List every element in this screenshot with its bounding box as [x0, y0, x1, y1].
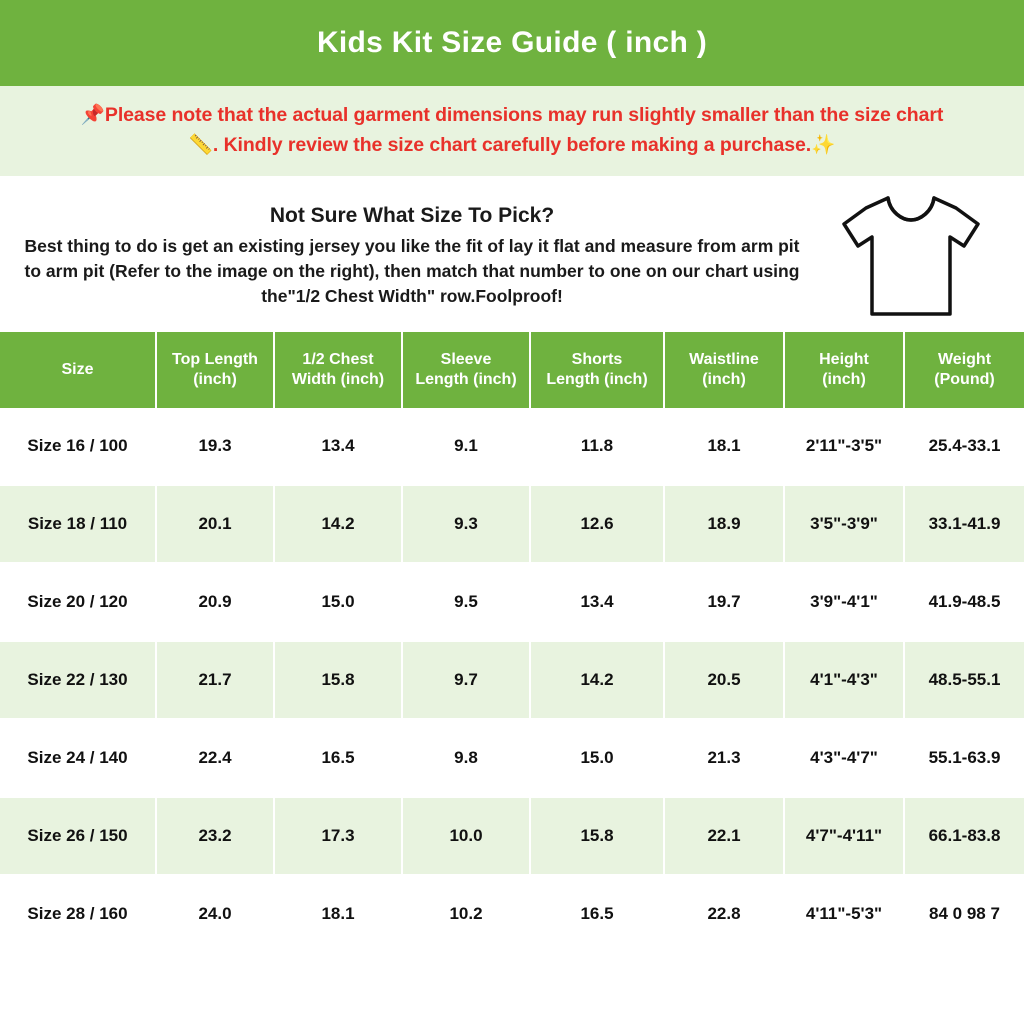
table-cell: 22.1: [664, 797, 784, 875]
note-line-2: 📏. Kindly review the size chart carefully before making a purchase.✨: [188, 134, 836, 156]
table-cell: 11.8: [530, 408, 664, 485]
table-cell: 14.2: [530, 641, 664, 719]
column-header-line1: Sleeve: [440, 351, 492, 368]
table-cell: 25.4-33.1: [904, 408, 1024, 485]
help-title: Not Sure What Size To Pick?: [269, 203, 555, 227]
column-header-line1: Shorts: [571, 351, 623, 368]
help-text: [18, 204, 816, 309]
column-header-line2: (inch): [822, 371, 866, 388]
table-cell: 18.1: [664, 408, 784, 485]
column-header-line1: 1/2 Chest: [302, 351, 374, 368]
table-row: [0, 875, 1024, 953]
table-cell: 20.1: [156, 485, 274, 563]
table-cell: 10.2: [402, 875, 530, 953]
table-cell: 15.0: [530, 719, 664, 797]
table-cell: 16.5: [530, 875, 664, 953]
column-header-line2: (inch): [193, 371, 237, 388]
table-cell-size: Size 22 / 130: [0, 641, 156, 719]
table-cell: 48.5-55.1: [904, 641, 1024, 719]
table-cell: 21.7: [156, 641, 274, 719]
table-cell: 4'7"-4'11": [784, 797, 904, 875]
column-header-height: [784, 332, 904, 408]
table-cell-size: Size 16 / 100: [0, 408, 156, 485]
table-cell: 15.8: [530, 797, 664, 875]
help-body: Best thing to do is get an existing jersey you like the fit of lay it flat and measure from arm pit to arm pit (Refer to the image on the right), then match that number to one on our chart using the"1/2 Chest Width" row.Foolproof!: [24, 235, 800, 306]
table-cell-size: Size 28 / 160: [0, 875, 156, 953]
table-cell: 10.0: [402, 797, 530, 875]
table-cell: 9.7: [402, 641, 530, 719]
table-cell-size: Size 18 / 110: [0, 485, 156, 563]
table-cell: 16.5: [274, 719, 402, 797]
table-cell: 12.6: [530, 485, 664, 563]
table-cell-size: Size 26 / 150: [0, 797, 156, 875]
table-cell: 9.3: [402, 485, 530, 563]
table-cell: 19.7: [664, 563, 784, 641]
page-title-bar: [0, 0, 1024, 86]
page-title: Kids Kit Size Guide ( inch ): [316, 26, 708, 59]
size-chart-table: [0, 332, 1024, 954]
table-cell: 13.4: [274, 408, 402, 485]
table-row: [0, 797, 1024, 875]
table-cell-size: Size 20 / 120: [0, 563, 156, 641]
table-cell: 9.8: [402, 719, 530, 797]
table-cell: 23.2: [156, 797, 274, 875]
table-header-row: [0, 332, 1024, 408]
column-header-sleeve-length: [402, 332, 530, 408]
table-cell: 2'11"-3'5": [784, 408, 904, 485]
table-cell: 55.1-63.9: [904, 719, 1024, 797]
column-header-line2: Length (inch): [546, 371, 648, 388]
column-header-line2: (Pound): [934, 371, 995, 388]
table-header: [0, 332, 1024, 408]
table-cell: 4'3"-4'7": [784, 719, 904, 797]
table-cell: 14.2: [274, 485, 402, 563]
table-cell: 33.1-41.9: [904, 485, 1024, 563]
table-cell: 66.1-83.8: [904, 797, 1024, 875]
table-cell: 19.3: [156, 408, 274, 485]
column-header-line1: Height: [819, 351, 869, 368]
table-cell: 15.8: [274, 641, 402, 719]
table-cell: 18.1: [274, 875, 402, 953]
column-header-line2: (inch): [702, 371, 746, 388]
table-cell: 4'11"-5'3": [784, 875, 904, 953]
table-row: [0, 719, 1024, 797]
note-line-1: 📌Please note that the actual garment dimensions may run slightly smaller than the size chart: [80, 104, 944, 126]
table-cell: 13.4: [530, 563, 664, 641]
column-header-line1: Top Length: [172, 351, 258, 368]
table-cell: 22.8: [664, 875, 784, 953]
note-band: [0, 86, 1024, 176]
column-header-shorts-length: [530, 332, 664, 408]
table-cell: 24.0: [156, 875, 274, 953]
table-cell: 3'5"-3'9": [784, 485, 904, 563]
table-row: [0, 641, 1024, 719]
table-cell-size: Size 24 / 140: [0, 719, 156, 797]
table-cell: 41.9-48.5: [904, 563, 1024, 641]
column-header-line1: Weight: [937, 351, 992, 368]
column-header-weight: [904, 332, 1024, 408]
table-cell: 9.1: [402, 408, 530, 485]
table-cell: 9.5: [402, 563, 530, 641]
help-block: [0, 176, 1024, 332]
table-cell: 22.4: [156, 719, 274, 797]
column-header-waistline: [664, 332, 784, 408]
column-header-size: [0, 332, 156, 408]
column-header-line1: Size: [61, 361, 94, 378]
table-cell: 15.0: [274, 563, 402, 641]
table-cell: 18.9: [664, 485, 784, 563]
column-header-top-length: [156, 332, 274, 408]
table-cell: 4'1"-4'3": [784, 641, 904, 719]
table-cell: 17.3: [274, 797, 402, 875]
column-header-line2: Width (inch): [291, 371, 385, 388]
column-header-line2: Length (inch): [415, 371, 517, 388]
table-cell: 21.3: [664, 719, 784, 797]
table-cell: 3'9"-4'1": [784, 563, 904, 641]
tshirt-illustration: [816, 190, 1006, 322]
table-cell: 20.5: [664, 641, 784, 719]
table-row: [0, 485, 1024, 563]
column-header-line1: Waistline: [689, 351, 759, 368]
table-row: [0, 563, 1024, 641]
table-body: [0, 408, 1024, 953]
table-cell: 20.9: [156, 563, 274, 641]
table-cell: 84 0 98 7: [904, 875, 1024, 953]
table-row: [0, 408, 1024, 485]
column-header-half-chest-width: [274, 332, 402, 408]
